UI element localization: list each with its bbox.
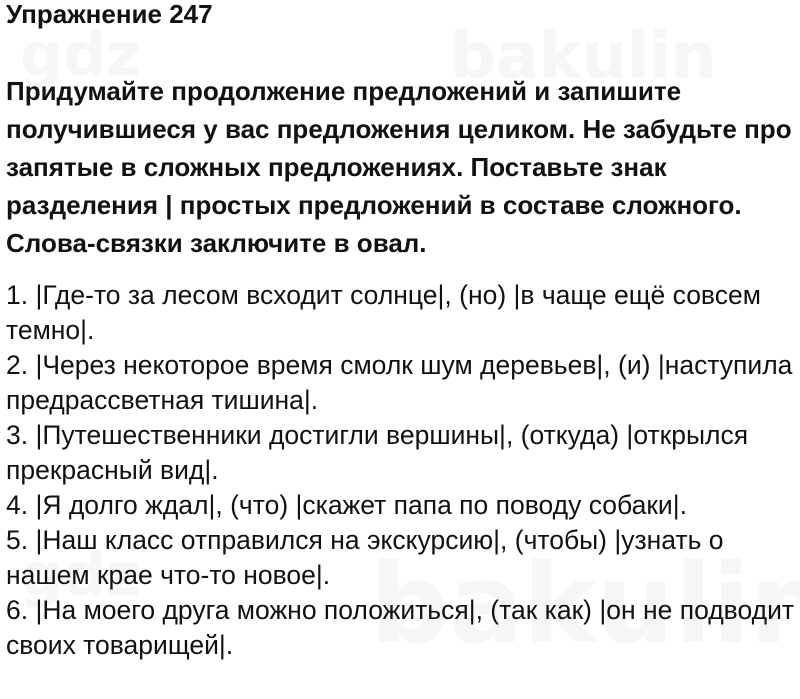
answer-item: 6. |На моего друга можно положиться|, (так как) |он не подводит своих товарищей|. <box>6 595 795 660</box>
answer-item: 1. |Где-то за лесом всходит солнце|, (но) |в чаще ещё совсем темно|. <box>6 280 761 345</box>
answer-item: 3. |Путешественники достигли вершины|, (откуда) |открылся прекрасный вид|. <box>6 420 749 485</box>
answer-list <box>6 278 798 663</box>
answer-item: 2. |Через некоторое время смолк шум деревьев|, (и) |наступила предрассветная тишина|. <box>6 350 793 415</box>
exercise-title: Упражнение 247 <box>6 0 213 29</box>
answer-item: 4. |Я долго ждал|, (что) |скажет папа по поводу собаки|. <box>6 490 687 520</box>
answer-item: 5. |Наш класс отправился на экскурсию|, (чтобы) |узнать о нашем крае что-то новое|. <box>6 525 724 590</box>
task-text: Придумайте продолжение предложений и запишите получившиеся у вас предложения целиком. Не забудьте про запятые в сложных предложениях. Поставьте знак разделения | простых предложений в составе сложного. Слова-связки заключите в овал. <box>6 76 792 258</box>
